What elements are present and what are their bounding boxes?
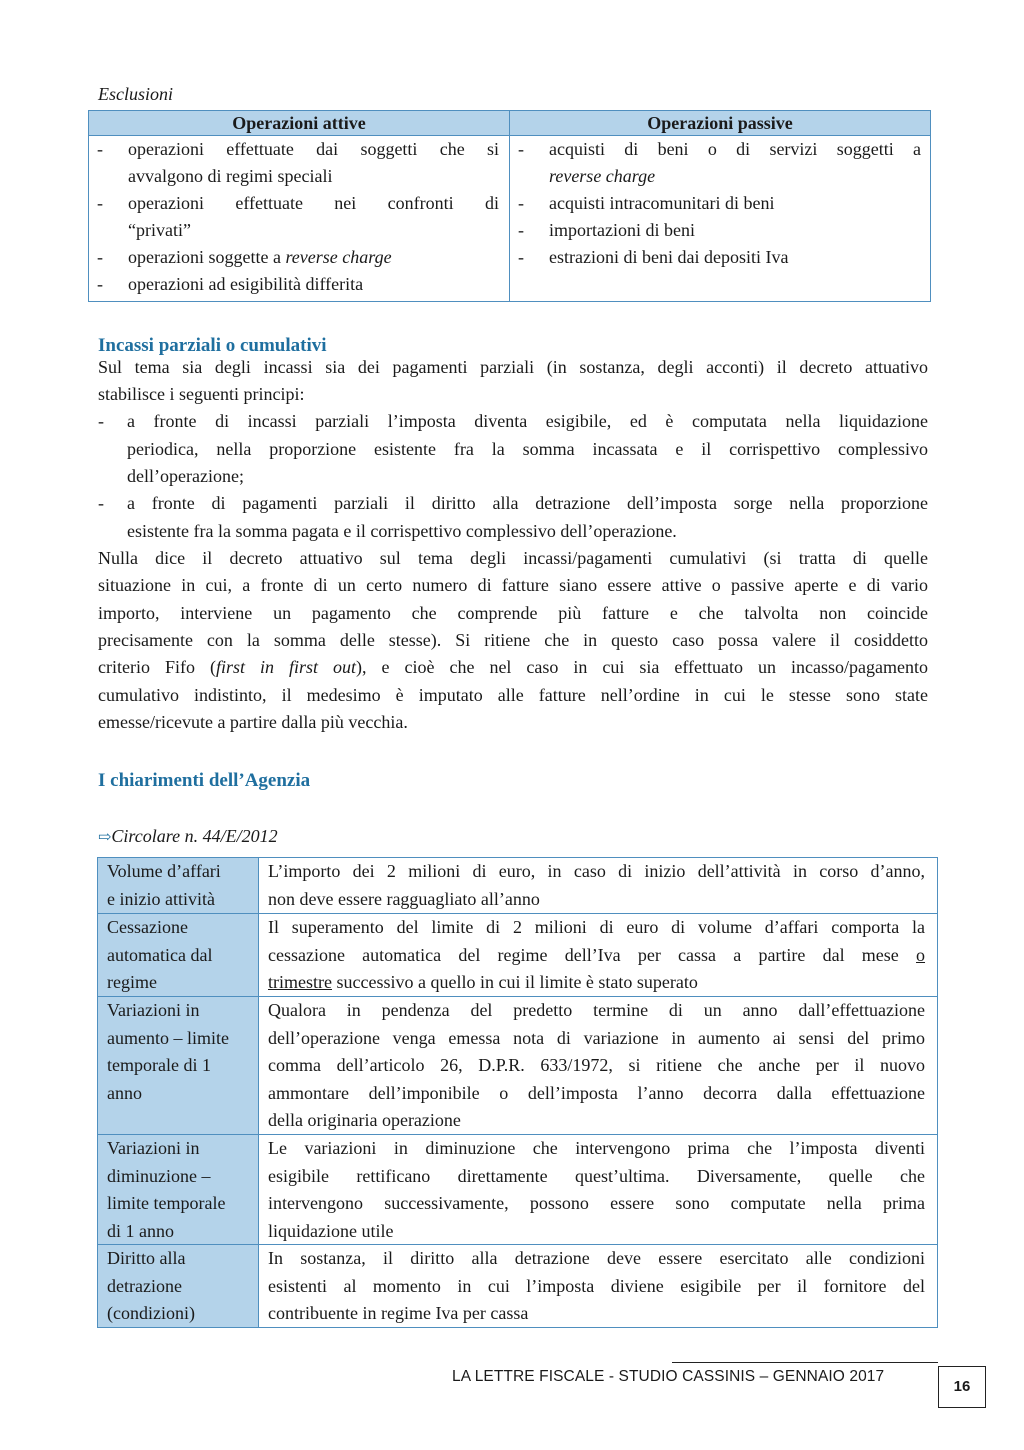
text-line: esigibile rettificano direttamente quest’ultima. Diversamente, quelle che [268,1165,925,1186]
label-line: e inizio attività [107,888,215,909]
text-line: In sostanza, il diritto alla detrazione deve essere esercitato alle condizioni [268,1248,925,1268]
label-line: limite temporale [107,1193,226,1213]
row-label [98,997,259,1135]
passive-line-5: estrazioni di beni dai depositi Iva [549,247,789,267]
text-line: dell’operazione venga emessa nota di variazione in aumento ai sensi del primo [268,1027,925,1048]
exclusions-title: Esclusioni [98,84,173,104]
bullet-line: periodica, nella proporzione esistente fra la somma incassata e il corrispettivo complessivo [127,439,928,459]
active-line-5-text: operazioni soggette a [128,247,286,267]
text-line: Il superamento del limite di 2 milioni di euro di volume d’affari comporta la [268,917,925,937]
passive-line-2: reverse charge [549,166,656,186]
table-row [98,1245,938,1328]
paragraph-line: Sul tema sia degli incassi sia dei pagamenti parziali (in sostanza, degli acconti) il decreto attuativo [98,357,928,377]
circolare-table [97,857,938,1328]
text-run: ), e cioè che nel caso in cui sia effettuato un incasso/pagamento [356,657,928,677]
active-line-1: operazioni effettuate dai soggetti che si [128,139,499,159]
paragraph-line: stabilisce i seguenti principi: [98,384,305,404]
circolare-title: Circolare n. 44/E/2012 [111,826,278,846]
row-label [98,1135,259,1245]
col-header-active: Operazioni attive [89,111,510,136]
paragraph-line: cumulativo indistinto, il medesimo è imputato alle fatture nell’ordine in cui le stesse sono state [98,685,928,705]
label-line: automatica dal [107,944,213,965]
row-text [259,858,938,914]
text-line: contribuente in regime Iva per cassa [268,1303,529,1323]
row-label [98,858,259,914]
text-run: cessazione automatica del regime dell’Iva per cassa a partire dal mese [268,944,899,965]
dash: - [97,193,103,213]
bullet-line: a fronte di pagamenti parziali il diritto alla detrazione dell’imposta sorge nella proporzione [127,493,928,513]
footer-rule [672,1362,938,1363]
text-line: ammontare dell’imponibile o dell’imposta l’anno decorra dalla effettuazione [268,1082,925,1103]
footer-text: LA LETTRE FISCALE - STUDIO CASSINIS – GENNAIO 2017 [452,1368,885,1385]
table-row [98,997,938,1135]
text-run: successivo a quello in cui il limite è stato superato [331,972,698,992]
text-line: liquidazione utile [268,1220,394,1241]
page-number: 16 [938,1366,986,1408]
text-line [268,969,925,997]
text-line [268,942,925,970]
label-line: Volume d’affari [107,861,221,881]
table-row [98,914,938,997]
row-text [259,1135,938,1245]
label-line: di 1 anno [107,1220,174,1241]
label-line: aumento – limite [107,1027,229,1048]
dash: - [97,139,103,159]
label-line: Variazioni in [107,1138,200,1158]
text-line: L’importo dei 2 milioni di euro, in caso di inizio dell’attività in corso d’anno, [268,861,925,881]
table-row [98,858,938,914]
label-line: detrazione [107,1275,182,1296]
paragraph-line: emesse/ricevute a partire dalla più vecchia. [98,712,408,732]
exclusions-table [88,110,931,302]
text-line: della originaria operazione [268,1110,461,1130]
paragraph-line: importo, interviene un pagamento che comprende più fatture e che talvolta non coincide [98,603,928,623]
text-run: criterio Fifo ( [98,657,216,677]
active-line-4: “privati” [128,220,191,240]
text-line: comma dell’articolo 26, D.P.R. 633/1972, si ritiene che anche per il nuovo [268,1055,925,1075]
row-text [259,914,938,997]
dash: - [97,274,103,294]
arrow-right-icon: ⇨ [98,829,112,846]
active-line-5 [128,244,392,271]
active-line-2: avvalgono di regimi speciali [128,166,333,186]
text-line: intervengono successivamente, possono essere sono computate nella prima [268,1193,925,1213]
dash: - [518,247,524,267]
paragraph-line: precisamente con la somma delle stesse). Si ritiene che in questo caso possa valere il cosiddetto [98,630,928,650]
dash: - [518,193,524,213]
row-label [98,1245,259,1328]
dash: - [518,220,524,240]
bullet-line: a fronte di incassi parziali l’imposta diventa esigibile, ed è computata nella liquidazione [127,411,928,431]
paragraph-line: Nulla dice il decreto attuativo sul tema degli incassi/pagamenti cumulativi (si tratta di quelle [98,548,928,568]
text-line: non deve essere ragguagliato all’anno [268,888,540,909]
row-label [98,914,259,997]
text-line: esistenti al momento in cui l’imposta diviene esigibile per il fornitore del [268,1275,925,1296]
circolare-ref [98,823,278,851]
bullet-line: esistente fra la somma pagata e il corrispettivo complessivo dell’operazione. [127,521,677,541]
label-line: anno [107,1082,142,1103]
passive-line-4: importazioni di beni [549,220,695,240]
label-line: diminuzione – [107,1165,211,1186]
label-line: (condizioni) [107,1303,195,1323]
label-line: Diritto alla [107,1248,186,1268]
bullet-dash: - [98,411,104,431]
bullet-line: dell’operazione; [127,466,244,486]
dash: - [97,247,103,267]
label-line: regime [107,972,157,992]
row-text [259,1245,938,1328]
underlined-text: o [916,944,926,965]
underlined-text: trimestre [268,972,332,992]
fifo-term: first in first out [215,657,356,677]
label-line: temporale di 1 [107,1055,211,1075]
table-row [98,1135,938,1245]
section-heading-incassi: Incassi parziali o cumulativi [98,335,327,356]
text-line: Qualora in pendenza del predetto termine di un anno dall’effettuazione [268,1000,925,1020]
passive-line-1: acquisti di beni o di servizi soggetti a [549,139,921,159]
passive-line-3: acquisti intracomunitari di beni [549,193,775,213]
active-line-3: operazioni effettuate nei confronti di [128,193,499,213]
label-line: Cessazione [107,917,188,937]
section-heading-chiarimenti: I chiarimenti dell’Agenzia [98,770,311,791]
bullet-dash: - [98,493,104,513]
active-line-6: operazioni ad esigibilità differita [128,274,364,294]
label-line: Variazioni in [107,1000,200,1020]
reverse-charge-term: reverse charge [285,247,392,267]
row-text [259,997,938,1135]
col-header-passive: Operazioni passive [510,111,931,136]
text-line: Le variazioni in diminuzione che intervengono prima che l’imposta diventi [268,1138,925,1158]
paragraph-line [98,654,928,681]
dash: - [518,139,524,159]
paragraph-line: situazione in cui, a fronte di un certo numero di fatture siano essere attive o passive aperte e di vario [98,575,928,595]
passive-cell [510,136,931,302]
active-cell [89,136,510,302]
